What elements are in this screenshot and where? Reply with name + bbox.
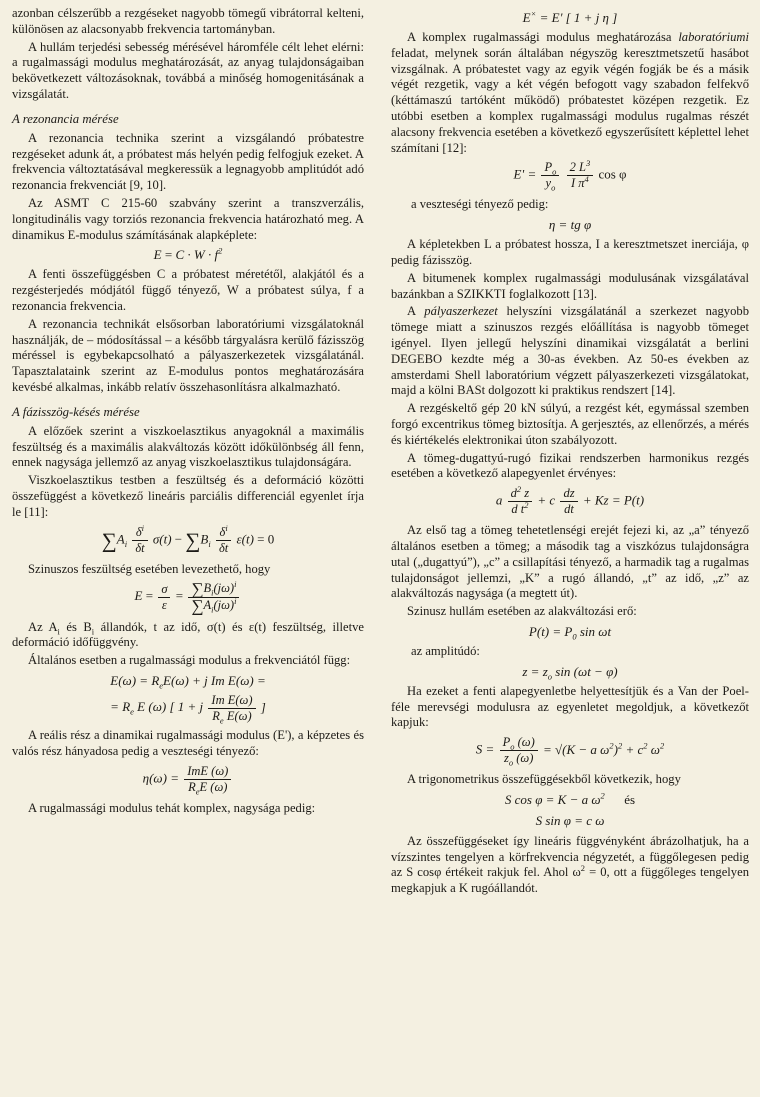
equation-elastic-part: E' = $\frac{P_o}{y_o}$ $\frac{2 L^3}{I \pi^4}$ cos φ [513, 158, 627, 193]
equation-frequency-modulus: $E(\omega) = R_eE(\omega) + j$ Im E(ω) = [110, 672, 266, 691]
paragraph: A trigonometrikus összefüggésekből következik, hogy [407, 772, 681, 787]
paragraph: A komplex rugalmassági modulus meghatározása laboratóriumi feladat, melynek során általában négyszög keresztmetszetű hasábot vizsgálnak. A próbatestet vagy az egyik végén fogják be és a másik végét rezgetik, vagy a két végén befogott vagy szabadon felfekvő (kéttámaszú tartóként működő) próbatestet középen rezgetik. Ez utóbbi esetben a komplex rugalmassági modulus rugalmas részét alacsony frekvencia esetében a következő egyszerűsített képlettel lehet számítani [12]: [391, 30, 749, 155]
right-column [391, 6, 749, 899]
equation-frequency-modulus-2: = $R_e$ E (ω) [ 1 + j $\frac{\text{Im E(ω)}}{R_e E(\omega)}$ ] [110, 692, 266, 726]
paragraph: Szinusz hullám esetében az alakváltozási erő: [407, 604, 637, 619]
paragraph: Általános esetben a rugalmassági modulus a frekvenciától függ: [28, 653, 351, 668]
equation-complex-modulus-ratio: E = $\frac{\sigma}{\varepsilon}$ = $\frac{\sum B_i(j\omega)^i}{\sum A_i(j\omega)^i}$ [12, 581, 364, 613]
section-heading-phase-angle: A fázisszög-késés mérése [12, 404, 140, 419]
paragraph: A reális rész a dinamikai rugalmassági modulus (E'), a képzetes és valós rész hányadosa pedig a veszteségi tényező: [12, 727, 364, 758]
equation-trig-1: S cos φ = K − a $\omega^2$ és [504, 790, 636, 807]
paragraph: A rugalmassági modulus tehát komplex, nagysága pedig: [28, 800, 316, 815]
paragraph: Az $A_i$ és $B_i$ állandók, t az idő, σ(t) és ε(t) feszültség, illetve deformáció időfüggvény. [12, 619, 364, 650]
equation-stiffness: S = $\frac{P_o (\omega)}{z_o (\omega)}$ = √(K − a $\omega^2)^2 + c^2$ $\omega^2$ [475, 735, 665, 768]
paragraph: A tömeg-dugattyú-rugó fizikai rendszerben harmonikus rezgés esetében a következő alapegyenlet érvényes: [391, 450, 749, 481]
paragraph: a veszteségi tényező pedig: [411, 197, 549, 212]
equation-emodulus: $E = C \cdot W \cdot f^2$ [153, 246, 223, 263]
paragraph: A rezonancia technikát elsősorban laboratóriumi vizsgálatoknál használják, de – módosítással – a később tárgyalásra kerülő fázisszög méréssel is egybekapcsolható a pályaszerkezetek vizsgálatánál. Tapasztalataink szerint az E-modulus pontos meghatározására kevésbé alkalmas, inkább relatív összehasonlításra alkalmazható. [12, 316, 364, 394]
paragraph: az amplitúdó: [411, 643, 480, 658]
paragraph: A képletekben L a próbatest hossza, I a keresztmetszet inerciája, φ pedig fázisszög. [391, 237, 749, 267]
paragraph: A rezonancia technika szerint a vizsgálandó próbatestre rezgéseket adunk át, a próbatest más helyén pedig felfogjuk ezeket. A frekvencia változtatásával megkeressük a legnagyobb amplitúdót adó rezonancia frekvenciát [9, 10]. [12, 130, 364, 193]
equation-motion: a $\frac{d^2 z}{d t^2}$ + c $\frac{dz}{dt}$ + Kz = P(t) [495, 483, 645, 517]
paragraph: Ha ezeket a fenti alapegyenletbe helyettesítjük és a Van der Poel-féle merevségi modulusra az egyenletet megoldjuk, a következőt kapjuk: [391, 683, 749, 730]
paragraph: A előzőek szerint a viszkoelasztikus anyagoknál a maximális feszültség és a maximális alakváltozás között időkülönbség áll fenn, ennek nagysága jellemző az anyag viszkoelasztikus tulajdonságára. [12, 423, 364, 470]
paragraph: A fenti összefüggésben C a próbatest méretétől, alakjától és a rezgésterjedés módjától függő tényező, W a próbatest súlya, f a rezonancia frekvencia. [12, 267, 364, 313]
paragraph: Az összefüggéseket így lineáris függvényként ábrázolhatjuk, ha a vízszintes tengelyen a körfrekvencia négyzetét, a függőlegesen pedig az S cosφ értékeit rakjuk fel. Ahol $\omega^2 = 0$, ott a függőleges tengelyen megkapjuk a K rugóállandót. [391, 833, 749, 896]
equation-complex-modulus: E× = E' [ 1 + j η ] [522, 8, 618, 25]
paragraph: Szinuszos feszültség esetében levezethető, hogy [28, 561, 271, 576]
equation-loss-tangent: η = tg φ [548, 217, 592, 233]
equation-force: $P(t) = P_0$ sin ωt [528, 623, 612, 642]
section-heading-resonance: A rezonancia mérése [12, 111, 119, 126]
paragraph: Az ASMT C 215-60 szabvány szerint a transzverzális, longitudinális vagy torziós rezonancia frekvencia határozható meg. A dinamikus E-modulus számításának alapképlete: [12, 195, 364, 242]
paragraph: A pályaszerkezet helyszíni vizsgálatánál a szerkezet nagyobb tömege miatt a szinuszos rezgés előállítása is nagyobb tömeget igényel. Ilyen jellegű helyszíni dinamikai vizsgálatát a berlini DEGEBO kezdte még a 30-as években. Az 50-es években az amsterdami Shell laboratórium végzett pályaszerkezeti vizsgálatokat, majd a kölni BASt dolgozott ki praktikus rendszert [14]. [391, 304, 749, 398]
paragraph: A rezgéskeltő gép 20 kN súlyú, a rezgést két, egymással szemben forgó excentrikus tömeg biztosítja. A gerjesztés, az ellenőrzés, a mérés és kiértékelés elektronikai úton szabályozott. [391, 401, 749, 447]
paragraph: A hullám terjedési sebesség mérésével háromféle célt lehet elérni: a rugalmassági modulus meghatározását, az anyag tulajdonságaiban bekövetkezett változásoknak, továbbá a minőség homogenitásának a vizsgálatát. [12, 39, 364, 101]
left-column [12, 6, 364, 818]
paragraph: A bitumenek komplex rugalmassági modulusának vizsgálatával bazánkban a SZIKKTI foglalkozott [13]. [391, 270, 749, 301]
paragraph: Viszkoelasztikus testben a feszültség és a deformáció közötti összefüggést a következő lineáris parciális differenciál egyenlet írja le [11]: [12, 473, 364, 519]
equation-viscoelastic: $\sum A_i$ $\frac{\delta^i}{\delta t}$ $\sigma(t) - \sum B_i$ $\frac{\delta^i}{\delta t}$ ε(t) = 0 [101, 522, 275, 555]
equation-amplitude: $z = z_o$ sin (ωt − φ) [522, 663, 618, 682]
equation-trig-2: S sin φ = c ω [535, 812, 605, 828]
paragraph: Az első tag a tömeg tehetetlenségi erejét fejezi ki, az „a” tényező általános esetben a tömeg; a második tag a viszkózus tulajdonságra utal („dugattyú”), „c” a csillapítási tényező, a harmadik tag a rugalmas tulajdonságot jellemzi, „K” a rugó állandó, „t” az idő, „z” az alakváltozás nagysága (a megtett út). [391, 523, 749, 601]
equation-loss-factor: η(ω) = $\frac{\text{ImE (ω)}}{R_eE (\omega)}$ [12, 764, 364, 795]
paragraph: azonban célszerűbb a rezgéseket nagyobb tömegű vibrátorral kelteni, különösen az alacsonyabb frekvencia tartományban. [12, 6, 364, 36]
